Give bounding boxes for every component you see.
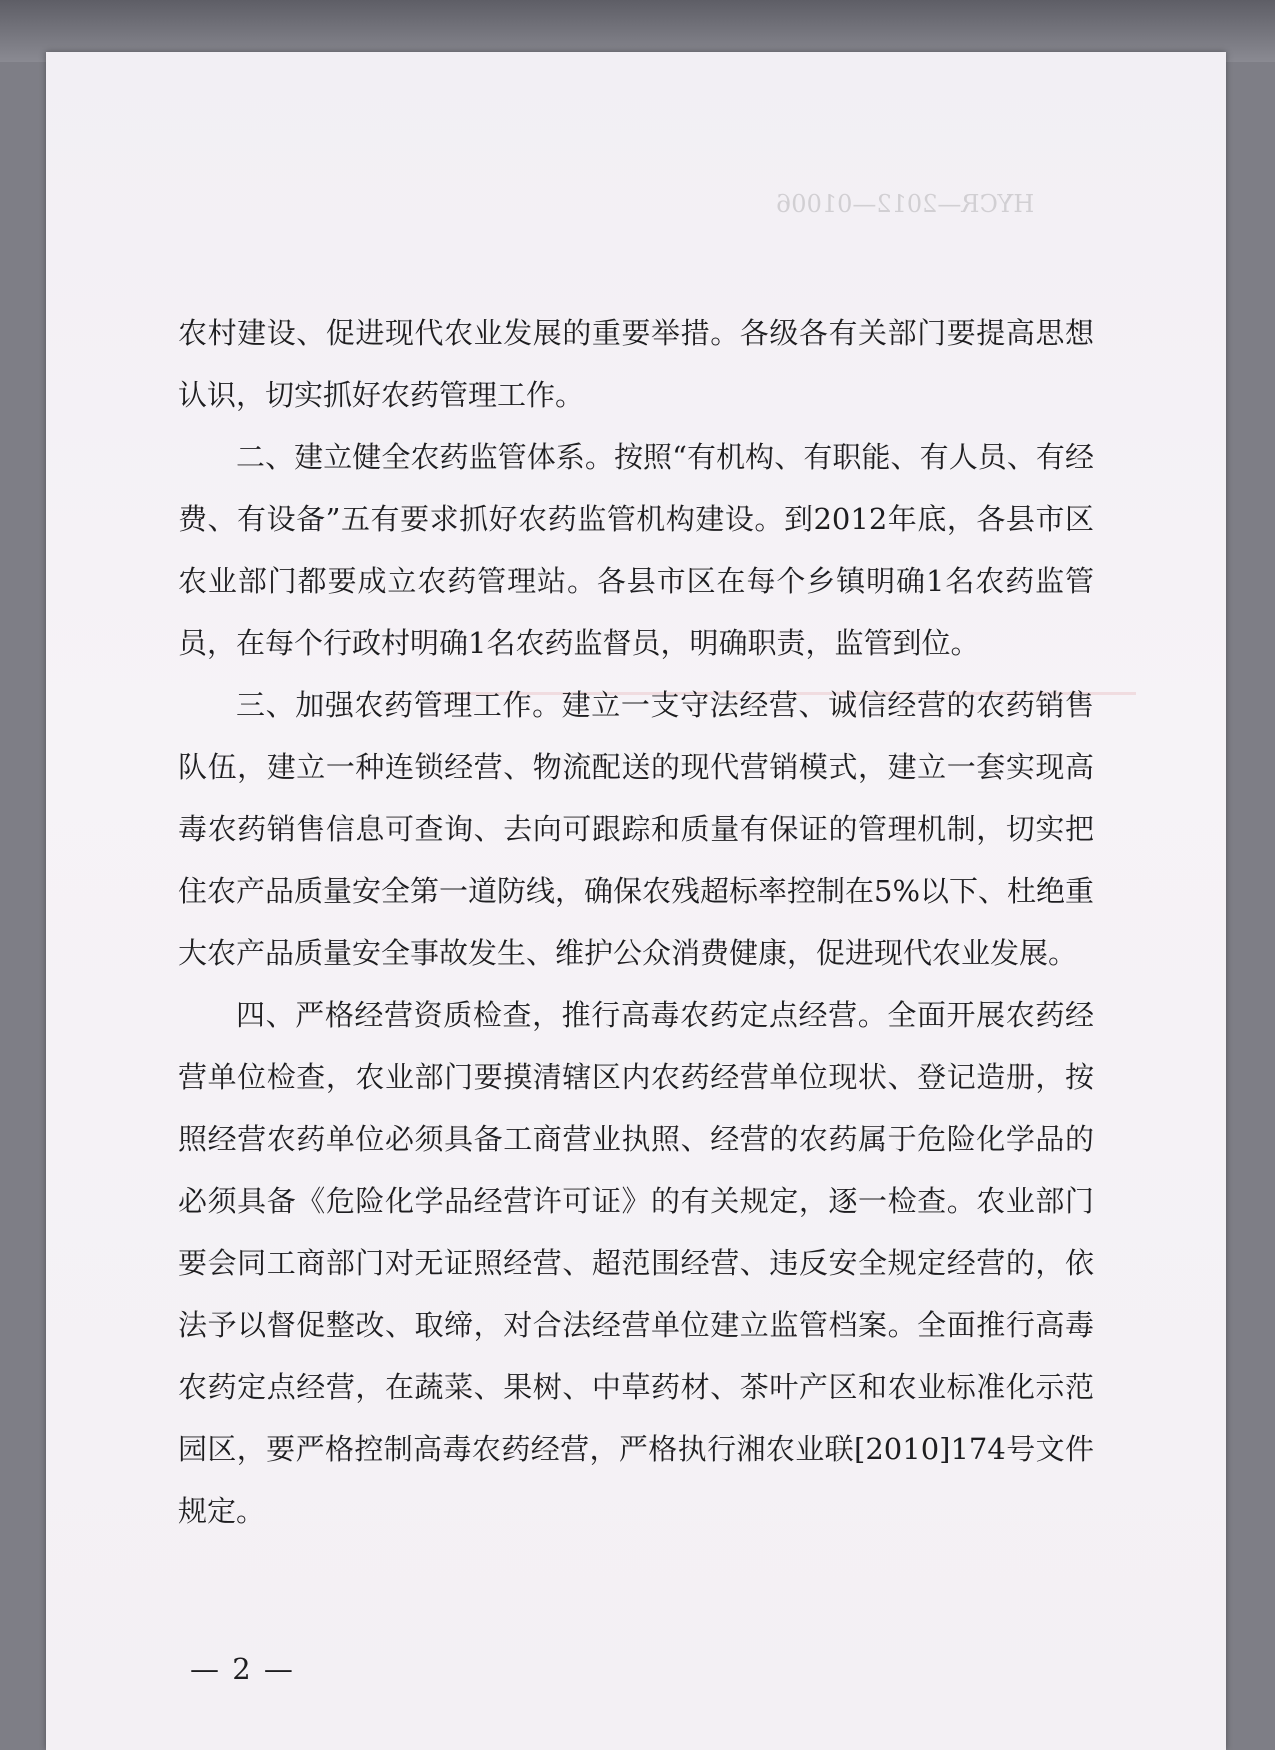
- paragraph-1: 农村建设、促进现代农业发展的重要举措。各级各有关部门要提高思想认识，切实抓好农药管理工作。: [178, 316, 1094, 412]
- paragraph-4: 四、严格经营资质检查，推行高毒农药定点经营。全面开展农药经营单位检查，农业部门要摸清辖区内农药经营单位现状、登记造册，按照经营农药单位必须具备工商营业执照、经营的农药属于危险化学品的必须具备《危险化学品经营许可证》的有关规定，逐一检查。农业部门要会同工商部门对无证照经营、超范围经营、违反安全规定经营的，依法予以督促整改、取缔，对合法经营单位建立监管档案。全面推行高毒农药定点经营，在蔬菜、果树、中草药材、茶叶产区和农业标准化示范园区，要严格控制高毒农药经营，严格执行湘农业联[2010]174号文件规定。: [178, 998, 1094, 1528]
- body-text: [178, 302, 1094, 1542]
- paragraph-2: 二、建立健全农药监管体系。按照“有机构、有职能、有人员、有经费、有设备”五有要求抓好农药监管机构建设。到2012年底，各县市区农业部门都要成立农药管理站。各县市区在每个乡镇明确1名农药监管员，在每个行政村明确1名农药监督员，明确职责，监管到位。: [178, 440, 1094, 660]
- page-number: — 2 —: [190, 1652, 295, 1686]
- doc-code-bleedthrough: HYCR—2012—01006: [776, 190, 1035, 218]
- paragraph-3: 三、加强农药管理工作。建立一支守法经营、诚信经营的农药销售队伍，建立一种连锁经营、物流配送的现代营销模式，建立一套实现高毒农药销售信息可查询、去向可跟踪和质量有保证的管理机制，切实把住农产品质量安全第一道防线，确保农残超标率控制在5%以下、杜绝重大农产品质量安全事故发生、维护公众消费健康，促进现代农业发展。: [178, 688, 1095, 970]
